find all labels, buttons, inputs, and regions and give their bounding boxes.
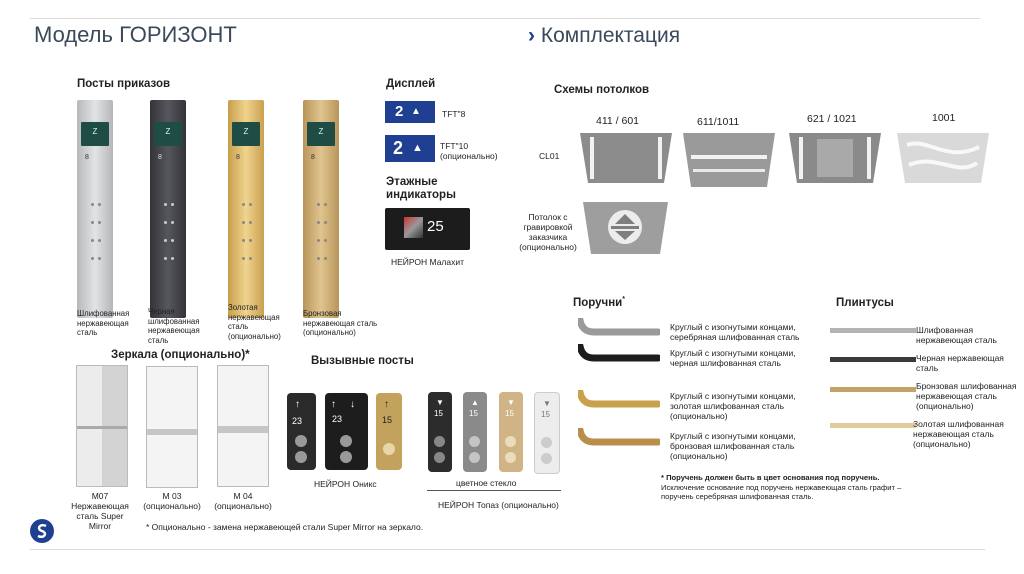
plinth-caption-gold: Золотая шлифованная нержавеющая сталь (опционально): [913, 419, 1004, 449]
handrail-caption-bronze: Круглый с изогнутыми концами, бронзовая шлифованная сталь (опционально): [670, 431, 796, 461]
post-caption-black: Черная шлифованная нержавеющая сталь: [148, 307, 200, 345]
engraved-ceiling-caption: Потолок с гравировкой заказчика (опционально): [519, 212, 577, 252]
call-button: [340, 435, 352, 447]
panel-floor-digit: 8: [311, 154, 315, 161]
company-logo-icon: [30, 519, 54, 543]
handrail-gold: [578, 390, 660, 415]
up-arrow-icon: ↑: [331, 399, 336, 410]
up-arrow-icon: ▲: [471, 398, 479, 407]
mirror-m04: [217, 365, 269, 487]
mirrors-footnote: * Опционально - замена нержавеющей стали Super Mirror на зеркало.: [146, 522, 424, 532]
section-title: Комплектация: [540, 24, 681, 47]
panel-screen-text: Z: [318, 127, 324, 136]
mirror-m07: [76, 365, 128, 487]
plinth-caption-silver: Шлифованная нержавеющая сталь: [916, 325, 997, 345]
mirror-divider: [218, 426, 268, 433]
handrail-caption-gold: Круглый с изогнутыми концами, золотая шлифованная сталь (опционально): [670, 391, 796, 421]
display-heading: Дисплей: [386, 78, 436, 90]
display-label-tft10: TFT"10 (опционально): [440, 141, 498, 161]
handrail-black: [578, 344, 660, 369]
section-header: [528, 24, 680, 48]
panel-floor-digit: 8: [85, 154, 89, 161]
post-panel-bronze: [303, 100, 339, 318]
ceiling-row-label: CL01: [539, 151, 560, 161]
call-post-onyx-gold: [376, 393, 402, 470]
up-arrow-icon: ↑: [295, 399, 300, 410]
post-panel-silver: [77, 100, 113, 318]
plinth-silver: [830, 328, 916, 333]
display-tft10: [385, 135, 435, 162]
handrail-caption-silver: Круглый с изогнутыми концами, серебряная шлифованная сталь: [670, 322, 800, 342]
posts-heading: Посты приказов: [77, 78, 171, 90]
floor-indicator-device: [385, 208, 470, 250]
display-tft8: [385, 101, 435, 123]
ceiling-1001: [897, 133, 989, 179]
ceiling-411: [580, 133, 672, 179]
call-button: [434, 436, 445, 447]
plinth-caption-black: Черная нержавеющая сталь: [916, 353, 1004, 373]
call-post-topaz-black: [428, 392, 452, 472]
mirrors-heading: Зеркала (опционально)*: [111, 349, 250, 361]
topaz-caption: НЕЙРОН Топаз (опционально): [438, 500, 559, 510]
up-arrow-icon: ↑: [384, 399, 389, 410]
mirror-divider: [77, 426, 127, 429]
onyx-caption: НЕЙРОН Оникс: [314, 479, 377, 489]
post-caption-gold: Золотая нержавеющая сталь (опционально): [228, 303, 281, 341]
call-post-onyx-2: [325, 393, 368, 470]
handrails-note-text: Исключение основание под поручень нержавеющая сталь графит – поручень серебряная шлифованная сталь.: [661, 482, 902, 501]
call-button: [434, 452, 445, 463]
handrails-note: [661, 473, 911, 502]
panel-screen-text: Z: [165, 127, 171, 136]
plinth-black: [830, 357, 916, 362]
handrails-heading-text: Поручни: [573, 296, 623, 309]
handrails-note-bold: * Поручень должен быть в цвет основания под поручень.: [661, 473, 880, 482]
handrails-heading-mark: *: [622, 296, 625, 303]
call-button: [383, 443, 395, 455]
panel-screen-text: Z: [243, 127, 249, 136]
handrail-caption-black: Круглый с изогнутыми концами, черная шлифованная сталь: [670, 348, 796, 368]
mirror-caption-m03: М 03 (опционально): [143, 491, 201, 511]
call-floor: 15: [434, 409, 443, 418]
handrail-bronze: [578, 428, 660, 453]
indicators-heading: Этажные индикаторы: [386, 176, 456, 201]
ceiling-label-611: 611/1011: [697, 116, 740, 128]
bottom-divider: [30, 549, 985, 550]
display-number: 2: [393, 138, 404, 158]
call-button: [340, 451, 352, 463]
up-arrow-icon: ▲: [411, 106, 421, 117]
top-divider: [30, 18, 980, 19]
ceiling-engraved: [583, 202, 668, 254]
call-floor: 15: [382, 415, 393, 425]
call-post-topaz-white: [534, 392, 560, 474]
handrails-heading: [573, 296, 625, 309]
call-post-topaz-gold: [499, 392, 523, 472]
plinth-gold: [830, 423, 916, 428]
glass-bracket: [427, 490, 561, 491]
call-posts-heading: Вызывные посты: [311, 355, 414, 367]
ceiling-621: [789, 133, 881, 179]
call-button: [295, 451, 307, 463]
call-floor: 23: [332, 414, 343, 424]
post-caption-silver: Шлифованная нержавеющая сталь: [77, 309, 130, 337]
call-button: [469, 452, 480, 463]
ceiling-label-411: 411 / 601: [596, 115, 640, 127]
mirror-caption-m04: М 04 (опционально): [214, 491, 272, 511]
ceiling-611: [683, 133, 775, 179]
mirror-divider: [147, 429, 197, 435]
down-arrow-icon: ▼: [543, 399, 551, 408]
post-panel-gold: [228, 100, 264, 318]
call-button: [541, 453, 552, 464]
panel-floor-digit: 8: [236, 154, 240, 161]
page-title: Модель ГОРИЗОНТ: [34, 22, 237, 47]
display-number: 2: [395, 103, 404, 120]
down-arrow-icon: ▼: [436, 398, 444, 407]
post-panel-black: [150, 100, 186, 318]
panel-buttons: [240, 195, 254, 267]
indicator-image-icon: [404, 217, 423, 238]
down-arrow-icon: ▼: [507, 398, 515, 407]
down-arrow-icon: ↓: [350, 399, 355, 410]
call-floor: 23: [292, 416, 303, 426]
call-button: [469, 436, 480, 447]
indicator-caption: НЕЙРОН Малахит: [391, 257, 464, 267]
plinth-caption-bronze: Бронзовая шлифованная нержавеющая сталь (опционально): [916, 381, 1017, 411]
call-post-onyx-1: [287, 393, 316, 470]
glass-caption: цветное стекло: [456, 478, 517, 488]
panel-screen-text: Z: [92, 127, 98, 136]
ceiling-label-1001: 1001: [932, 112, 956, 124]
post-caption-bronze: Бронзовая нержавеющая сталь (опционально): [303, 309, 378, 337]
panel-buttons: [162, 195, 176, 267]
panel-buttons: [89, 195, 103, 267]
call-post-topaz-gray: [463, 392, 487, 472]
indicator-floor-value: 25: [427, 218, 444, 235]
plinths-heading: Плинтусы: [836, 297, 894, 309]
up-arrow-icon: ▲: [412, 142, 423, 154]
display-label-tft8: TFT"8: [442, 109, 466, 119]
call-button: [505, 452, 516, 463]
mirror-m03: [146, 366, 198, 488]
call-button: [295, 435, 307, 447]
mirror-caption-m07: М07 Нержавеющая сталь Super Mirror: [71, 491, 129, 531]
call-floor: 15: [505, 409, 514, 418]
panel-floor-digit: 8: [158, 154, 162, 161]
call-button: [505, 436, 516, 447]
call-floor: 15: [469, 409, 478, 418]
handrail-silver: [578, 318, 660, 343]
plinth-bronze: [830, 387, 916, 392]
call-floor: 15: [541, 410, 550, 419]
ceilings-heading: Схемы потолков: [554, 84, 650, 96]
chevron-right-icon: ›: [528, 24, 535, 47]
panel-buttons: [315, 195, 329, 267]
ceiling-label-621: 621 / 1021: [807, 113, 857, 125]
call-button: [541, 437, 552, 448]
